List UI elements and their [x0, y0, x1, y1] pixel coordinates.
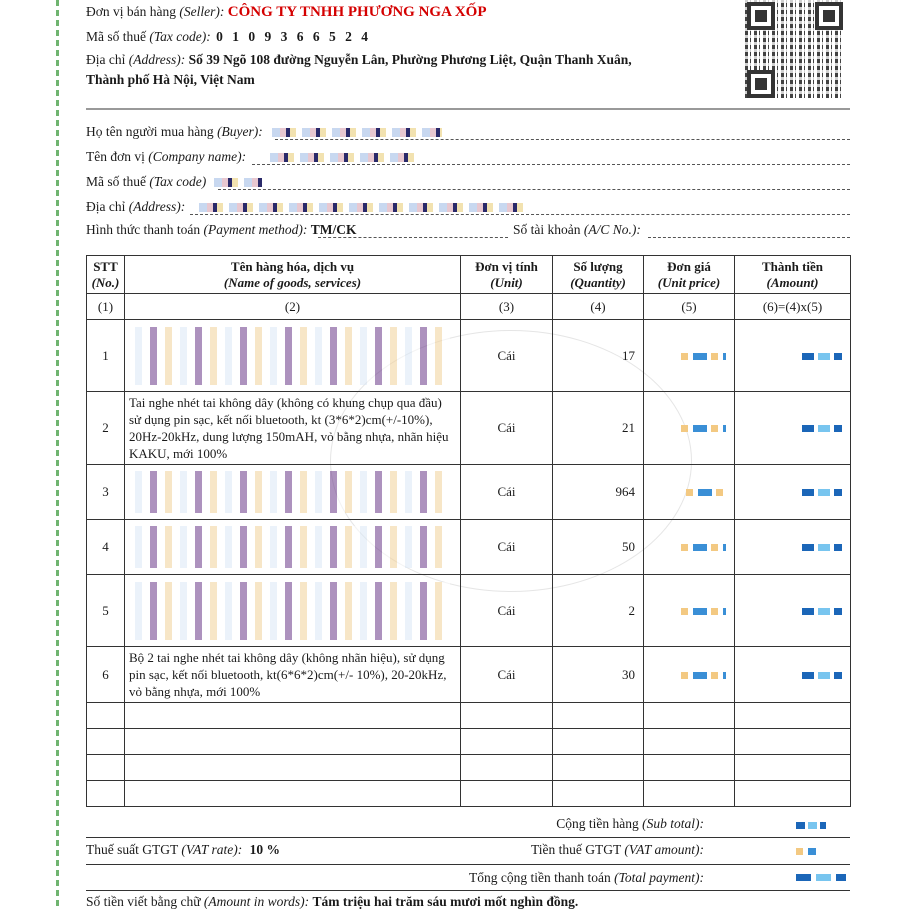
row-no: 5 [87, 575, 125, 647]
page-border [56, 0, 59, 908]
redacted-price [681, 672, 726, 679]
redacted-amount [802, 489, 842, 496]
row-amount-redacted [735, 647, 851, 703]
header-name-vi: Tên hàng hóa, dịch vụ [230, 259, 355, 274]
row-unit: Cái [461, 320, 553, 392]
row-no: 3 [87, 465, 125, 520]
buyer-address-dots [190, 214, 850, 215]
company-label: Tên đơn vị [86, 149, 145, 164]
payment-line [86, 222, 357, 238]
row-name-redacted [125, 575, 461, 647]
header-unit-vi: Đơn vị tính [475, 259, 538, 274]
row-qty: 964 [553, 465, 644, 520]
qr-finder-top-right [815, 2, 843, 30]
header-no [87, 256, 125, 294]
table-row [87, 465, 851, 520]
index-cell: (5) [644, 294, 735, 320]
total-divider [86, 890, 850, 891]
vat-amount-redacted [796, 848, 816, 855]
subtotal-label: Cộng tiền hàng [556, 816, 639, 831]
account-label-en: (A/C No.): [583, 222, 641, 237]
row-no: 6 [87, 647, 125, 703]
index-cell: (2) [125, 294, 461, 320]
seller-address-line [86, 52, 632, 68]
subtotal-divider [86, 837, 850, 838]
row-no: 1 [87, 320, 125, 392]
header-name [125, 256, 461, 294]
row-price-redacted [644, 520, 735, 575]
subtotal-redacted [796, 822, 826, 829]
seller-address-label: Địa chỉ [86, 52, 126, 67]
vat-rate-label-en: (VAT rate): [181, 842, 243, 857]
header-price [644, 256, 735, 294]
header-amount-en: (Amount) [766, 275, 819, 290]
redacted-price [681, 425, 726, 432]
redacted-amount [802, 353, 842, 360]
subtotal-line [86, 816, 850, 832]
seller-address-label-en: (Address): [128, 52, 186, 67]
account-line [513, 222, 641, 238]
items-table [86, 255, 851, 807]
table-row [87, 320, 851, 392]
qr-finder-bottom-left [747, 70, 775, 98]
company-dots [252, 164, 850, 165]
redacted-price [681, 544, 726, 551]
header-amount-vi: Thành tiền [761, 259, 824, 274]
row-qty: 50 [553, 520, 644, 575]
seller-address-1: Số 39 Ngõ 108 đường Nguyễn Lân, Phường Phương Liệt, Quận Thanh Xuân, [188, 52, 632, 67]
buyer-name-dots [275, 139, 850, 140]
empty-row [87, 703, 851, 729]
qr-code [745, 0, 843, 98]
header-qty-vi: Số lượng [573, 259, 623, 274]
row-no: 4 [87, 520, 125, 575]
row-unit: Cái [461, 575, 553, 647]
buyer-name-label: Họ tên người mua hàng [86, 124, 214, 139]
subtotal-label-en: (Sub total): [642, 816, 704, 831]
vat-amount-line [86, 842, 850, 858]
row-price-redacted [644, 647, 735, 703]
table-header-row [87, 256, 851, 294]
seller-line [86, 4, 487, 21]
vat-amount-label-en: (VAT amount): [624, 842, 704, 857]
index-cell: (1) [87, 294, 125, 320]
vat-divider [86, 864, 850, 865]
buyer-tax-line [86, 174, 262, 190]
buyer-tax-label-en: (Tax code) [149, 174, 207, 189]
redacted-amount [802, 672, 842, 679]
row-price-redacted [644, 465, 735, 520]
row-amount-redacted [735, 392, 851, 465]
buyer-tax-redacted [214, 178, 262, 187]
header-name-en: (Name of goods, services) [223, 275, 362, 290]
payment-value: TM/CK [310, 222, 357, 237]
redacted-block [135, 471, 450, 513]
account-dots [648, 237, 850, 238]
row-name-redacted [125, 320, 461, 392]
index-row [87, 294, 851, 320]
header-qty [553, 256, 644, 294]
table-row [87, 575, 851, 647]
header-amount [735, 256, 851, 294]
seller-tax-label: Mã số thuế [86, 29, 146, 44]
header-no-en: (No.) [91, 275, 120, 290]
words-label: Số tiền viết bằng chữ [86, 894, 201, 909]
seller-name: CÔNG TY TNHH PHƯƠNG NGA XỐP [227, 4, 487, 20]
redacted-block [135, 327, 450, 385]
payment-label-en: (Payment method): [203, 222, 308, 237]
redacted-price [681, 608, 726, 615]
header-price-vi: Đơn giá [667, 259, 711, 274]
index-cell: (3) [461, 294, 553, 320]
buyer-address-label-en: (Address): [128, 199, 186, 214]
row-unit: Cái [461, 392, 553, 465]
redacted-amount [802, 425, 842, 432]
redacted-block [135, 582, 450, 640]
buyer-name-label-en: (Buyer): [217, 124, 263, 139]
index-cell: (4) [553, 294, 644, 320]
redacted-amount [802, 544, 842, 551]
header-qty-en: (Quantity) [570, 275, 626, 290]
redacted-amount [802, 608, 842, 615]
empty-row [87, 755, 851, 781]
buyer-address-redacted [199, 203, 529, 212]
table-row [87, 392, 851, 465]
company-line [86, 149, 420, 165]
buyer-name-redacted [272, 128, 442, 137]
row-price-redacted [644, 575, 735, 647]
empty-row [87, 729, 851, 755]
payment-label: Hình thức thanh toán [86, 222, 201, 237]
words-label-en: (Amount in words): [203, 894, 310, 909]
seller-address-2: Thành phố Hà Nội, Việt Nam [86, 72, 255, 87]
row-amount-redacted [735, 320, 851, 392]
seller-tax-code: 0 1 0 9 3 6 6 5 2 4 [216, 29, 371, 44]
company-redacted [270, 153, 420, 162]
row-price-redacted [644, 320, 735, 392]
row-amount-redacted [735, 575, 851, 647]
header-unit [461, 256, 553, 294]
redacted-block [135, 526, 450, 568]
row-amount-redacted [735, 465, 851, 520]
buyer-tax-label: Mã số thuế [86, 174, 146, 189]
payment-dots [318, 237, 508, 238]
row-unit: Cái [461, 520, 553, 575]
header-price-en: (Unit price) [657, 275, 721, 290]
buyer-address-line [86, 199, 529, 215]
table-row [87, 520, 851, 575]
table-row [87, 647, 851, 703]
row-qty: 17 [553, 320, 644, 392]
vat-amount-label: Tiền thuế GTGT [530, 842, 621, 857]
total-label: Tổng cộng tiền thanh toán [469, 870, 611, 885]
buyer-address-label: Địa chỉ [86, 199, 126, 214]
qr-finder-top-left [747, 2, 775, 30]
row-price-redacted [644, 392, 735, 465]
buyer-tax-dots [218, 189, 850, 190]
vat-rate-value: 10 % [249, 842, 280, 857]
company-label-en: (Company name): [148, 149, 247, 164]
vat-rate-label: Thuế suất GTGT [86, 842, 178, 857]
header-separator [86, 108, 850, 110]
empty-row [87, 781, 851, 807]
total-label-en: (Total payment): [614, 870, 704, 885]
row-amount-redacted [735, 520, 851, 575]
seller-label-en: (Seller): [179, 4, 225, 19]
row-unit: Cái [461, 647, 553, 703]
row-qty: 2 [553, 575, 644, 647]
buyer-name-line [86, 124, 442, 140]
row-name: Tai nghe nhét tai không dây (không có khung chụp qua đầu) sử dụng pin sạc, kết nối bluetooth, kt (3*6*2)cm(+/-10%), 20Hz-20kHz, dung lượng 150mAH, vỏ bằng nhựa, nhãn hiệu KAKU, mới 100% [125, 392, 461, 465]
row-unit: Cái [461, 465, 553, 520]
seller-tax-line [86, 29, 371, 45]
row-name-redacted [125, 520, 461, 575]
account-label: Số tài khoản [513, 222, 581, 237]
words-value: Tám triệu hai trăm sáu mươi mốt nghìn đồng. [312, 894, 579, 909]
row-no: 2 [87, 392, 125, 465]
total-line [86, 870, 850, 886]
index-cell: (6)=(4)x(5) [735, 294, 851, 320]
header-unit-en: (Unit) [490, 275, 523, 290]
row-name-redacted [125, 465, 461, 520]
redacted-price [686, 489, 726, 496]
redacted-price [681, 353, 726, 360]
row-qty: 30 [553, 647, 644, 703]
row-name: Bộ 2 tai nghe nhét tai không dây (không nhãn hiệu), sử dụng pin sạc, kết nối bluetooth, kt(6*6*2)cm(+/- 10%), 20-20kHz, vỏ bằng nhựa, mới 100% [125, 647, 461, 703]
row-qty: 21 [553, 392, 644, 465]
header-no-vi: STT [93, 259, 118, 274]
seller-label: Đơn vị bán hàng [86, 4, 176, 19]
seller-tax-label-en: (Tax code): [149, 29, 211, 44]
total-redacted [796, 874, 846, 881]
